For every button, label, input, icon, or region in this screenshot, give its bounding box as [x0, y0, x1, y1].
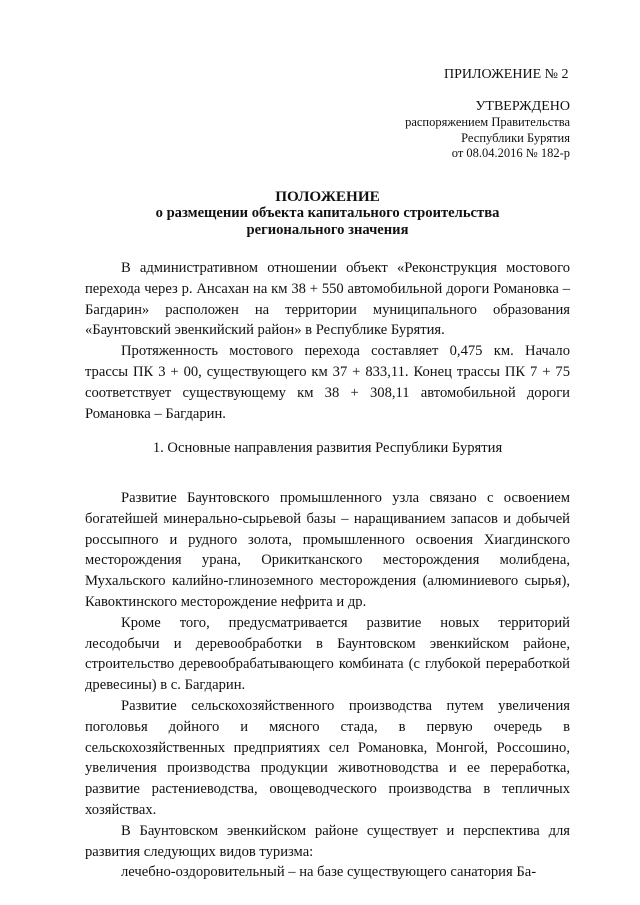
- intro-section: [85, 258, 570, 424]
- title-line-1: о размещении объекта капитального строительства: [155, 205, 500, 221]
- section-1-heading: 1. Основные направления развития Республики Бурятия: [152, 440, 503, 456]
- approval-stamp: [405, 98, 570, 162]
- section-1-body: [85, 488, 570, 883]
- approved-line-2: Республики Бурятия: [461, 130, 570, 145]
- approved-title: УТВЕРЖДЕНО: [475, 99, 570, 114]
- section-1-paragraph-4: В Баунтовском эвенкийском районе существует и перспектива для развития следующих видов туризма:: [85, 822, 570, 860]
- section-1-paragraph-3: Развитие сельскохозяйственного производства путем увеличения поголовья дойного и мясного стада, в первую очередь в сельскохозяйственных предприятиях сел Романовка, Монгой, Россошино, увеличения производства продукции животноводства и ее переработка, развитие растениеводства, овощеводческого производства в тепличных хозяйствах.: [85, 697, 570, 818]
- section-1-paragraph-5: лечебно-оздоровительный – на базе существующего санатория Ба-: [121, 864, 537, 881]
- title-main: ПОЛОЖЕНИЕ: [275, 188, 380, 205]
- section-1-paragraph-2: Кроме того, предусматривается развитие новых территорий лесодобычи и деревообработки в Баунтовском эвенкийском районе, строительство деревообрабатывающего комбината (с глубокой переработкой древесины) в с. Багдарин.: [85, 614, 570, 694]
- approved-line-3: от 08.04.2016 № 182-р: [451, 146, 570, 160]
- document-title: [85, 188, 570, 239]
- section-1-paragraph-1: Развитие Баунтовского промышленного узла связано с освоением богатейшей минерально-сырьевой базы – наращиванием запасов и добычей россыпного и рудного золота, промышленного освоения Хиагдинского месторождения урана, Орикитканского месторождения молибдена, Мухальского калийно-глиноземного месторождения (алюминиевого сырья), Кавоктинского месторождение нефрита и др.: [85, 490, 570, 610]
- intro-paragraph-2: Протяженность мостового перехода составляет 0,475 км. Начало трассы ПК 3 + 00, существующего км 37 + 833,11. Конец трассы ПК 7 + 75 соответствует существующему км 38 + 308,11 автомобильной дороги Романовка – Багдарин.: [85, 343, 570, 422]
- approved-line-1: распоряжением Правительства: [405, 115, 570, 129]
- appendix-label: ПРИЛОЖЕНИЕ № 2: [444, 67, 569, 82]
- intro-paragraph-1: В административном отношении объект «Реконструкция мостового перехода через р. Ансахан на км 38 + 550 автомобильной дороги Романовка – Багдарин» расположен на территории муниципального образования «Баунтовский эвенкийский район» в Республике Бурятия.: [85, 260, 570, 339]
- title-line-2: регионального значения: [246, 222, 409, 238]
